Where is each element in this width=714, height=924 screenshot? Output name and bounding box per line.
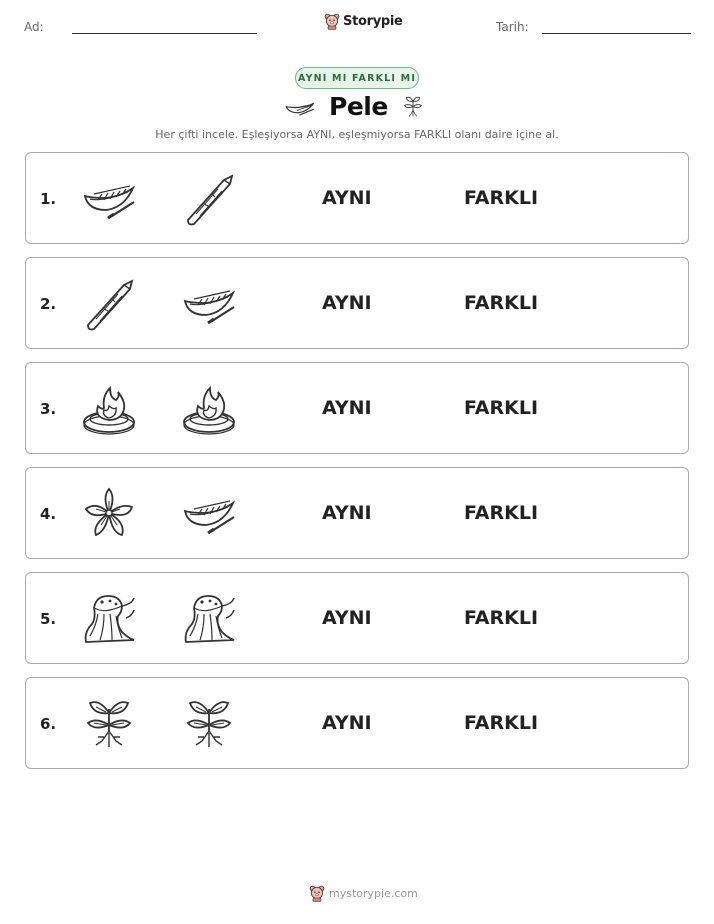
option-different[interactable]: FARKLI (464, 502, 539, 524)
brand-logo (324, 13, 403, 30)
exercise-row (25, 257, 689, 349)
option-different[interactable]: FARKLI (464, 292, 539, 314)
stick-icon (182, 172, 236, 226)
name-label: Ad: (24, 20, 44, 34)
exercise-row (25, 152, 689, 244)
exercise-number: 6. (40, 715, 57, 733)
option-different[interactable]: FARKLI (464, 607, 539, 629)
date-label: Tarih: (496, 20, 529, 34)
canoe-icon (182, 277, 236, 331)
exercise-row (25, 362, 689, 454)
lava-flow-icon (82, 592, 136, 646)
exercise-number: 1. (40, 190, 57, 208)
fire-pit-icon (82, 382, 136, 436)
exercise-number: 2. (40, 295, 57, 313)
option-same[interactable]: AYNI (322, 292, 372, 314)
exercise-number: 3. (40, 400, 57, 418)
flower-icon (82, 487, 136, 541)
canoe-icon (182, 487, 236, 541)
canoe-icon (82, 172, 136, 226)
exercise-row (25, 677, 689, 769)
brand-name: Storypie (343, 14, 403, 29)
name-line[interactable] (72, 33, 257, 34)
footer (309, 885, 418, 902)
canoe-icon (284, 98, 316, 118)
option-different[interactable]: FARKLI (464, 397, 539, 419)
instructions: Her çifti incele. Eşleşiyorsa AYNI, eşleşmiyorsa FARKLI olanı daire içine al. (155, 128, 559, 141)
worksheet-type-badge: AYNI MI FARKLI MI (295, 67, 419, 89)
footer-site: mystorypie.com (329, 887, 418, 900)
option-same[interactable]: AYNI (322, 607, 372, 629)
option-same[interactable]: AYNI (322, 397, 372, 419)
option-same[interactable]: AYNI (322, 502, 372, 524)
sprout-icon (401, 93, 425, 121)
date-line[interactable] (542, 33, 691, 34)
sprout-icon (82, 697, 136, 751)
bear-mascot-icon (309, 885, 325, 902)
exercise-row (25, 572, 689, 664)
fire-pit-icon (182, 382, 236, 436)
exercise-row (25, 467, 689, 559)
option-different[interactable]: FARKLI (464, 187, 539, 209)
bear-mascot-icon (324, 13, 340, 30)
sprout-icon (182, 697, 236, 751)
lava-flow-icon (182, 592, 236, 646)
page-title: Pele (329, 92, 388, 121)
option-same[interactable]: AYNI (322, 712, 372, 734)
exercise-number: 5. (40, 610, 57, 628)
exercise-number: 4. (40, 505, 57, 523)
option-different[interactable]: FARKLI (464, 712, 539, 734)
option-same[interactable]: AYNI (322, 187, 372, 209)
stick-icon (82, 277, 136, 331)
